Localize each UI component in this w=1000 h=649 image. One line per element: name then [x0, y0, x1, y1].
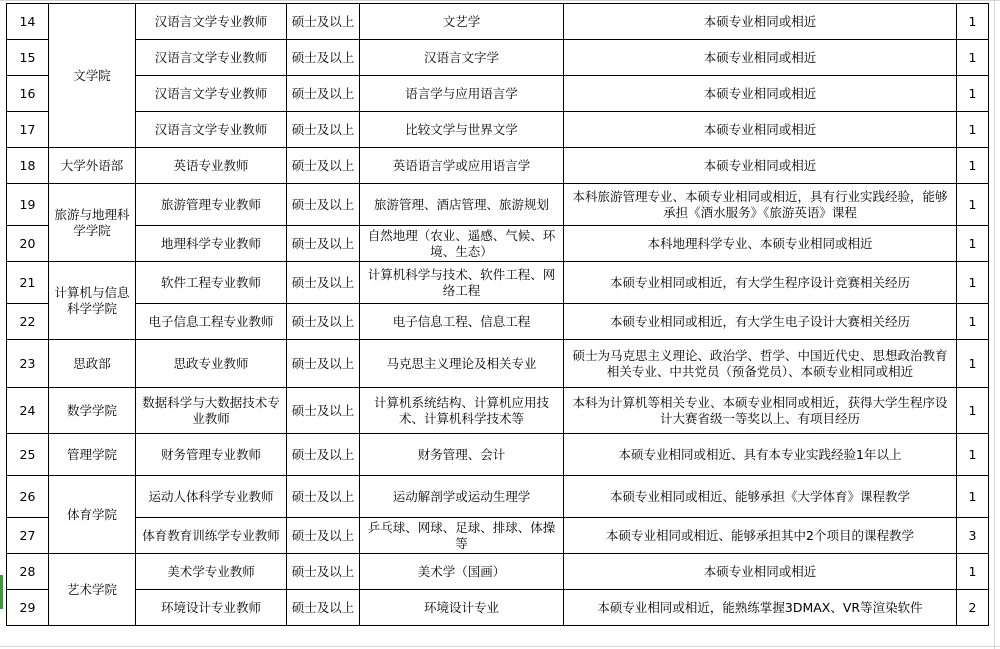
cell-major[interactable]: 美术学（国画）	[360, 554, 564, 590]
cell-position[interactable]: 汉语言文学专业教师	[136, 4, 287, 40]
cell-requirement[interactable]: 硕士为马克思主义理论、政治学、哲学、中国近代史、思想政治教育相关专业、中共党员（预备党员）、本硕专业相同或相近	[564, 340, 957, 388]
cell-college[interactable]: 管理学院	[49, 434, 136, 476]
cell-count[interactable]: 1	[957, 148, 989, 184]
cell-degree[interactable]: 硕士及以上	[287, 112, 360, 148]
cell-requirement[interactable]: 本硕专业相同或相近	[564, 148, 957, 184]
cell-major[interactable]: 旅游管理、酒店管理、旅游规划	[360, 184, 564, 226]
cell-count[interactable]: 1	[957, 184, 989, 226]
cell-degree[interactable]: 硕士及以上	[287, 518, 360, 554]
cell-row-number[interactable]: 17	[7, 112, 49, 148]
table-row	[7, 40, 989, 76]
cell-requirement[interactable]: 本科旅游管理专业、本硕专业相同或相近，具有行业实践经验，能够承担《酒水服务》《旅游英语》课程	[564, 184, 957, 226]
cell-row-number[interactable]: 21	[7, 262, 49, 304]
cell-degree[interactable]: 硕士及以上	[287, 554, 360, 590]
cell-requirement[interactable]: 本硕专业相同或相近	[564, 40, 957, 76]
cell-college[interactable]: 旅游与地理科学学院	[49, 184, 136, 262]
cell-major[interactable]: 自然地理（农业、遥感、气候、环境、生态）	[360, 226, 564, 262]
table-row	[7, 340, 989, 388]
gridline	[0, 0, 1000, 1]
cell-major[interactable]: 财务管理、会计	[360, 434, 564, 476]
cell-major[interactable]: 语言学与应用语言学	[360, 76, 564, 112]
cell-row-number[interactable]: 23	[7, 340, 49, 388]
cell-requirement[interactable]: 本硕专业相同或相近，能熟练掌握3DMAX、VR等渲染软件	[564, 590, 957, 626]
cell-row-number[interactable]: 25	[7, 434, 49, 476]
cell-degree[interactable]: 硕士及以上	[287, 184, 360, 226]
table-row	[7, 148, 989, 184]
cell-position[interactable]: 体育教育训练学专业教师	[136, 518, 287, 554]
cell-position[interactable]: 软件工程专业教师	[136, 262, 287, 304]
cell-count[interactable]: 1	[957, 4, 989, 40]
cell-major[interactable]: 电子信息工程、信息工程	[360, 304, 564, 340]
cell-count[interactable]: 2	[957, 590, 989, 626]
cell-position[interactable]: 地理科学专业教师	[136, 226, 287, 262]
cell-degree[interactable]: 硕士及以上	[287, 388, 360, 434]
cell-requirement[interactable]: 本硕专业相同或相近	[564, 554, 957, 590]
cell-position[interactable]: 环境设计专业教师	[136, 590, 287, 626]
cell-count[interactable]: 1	[957, 40, 989, 76]
cell-row-number[interactable]: 29	[7, 590, 49, 626]
cell-row-number[interactable]: 15	[7, 40, 49, 76]
table-row	[7, 184, 989, 226]
cell-major[interactable]: 比较文学与世界文学	[360, 112, 564, 148]
cell-degree[interactable]: 硕士及以上	[287, 434, 360, 476]
cell-requirement[interactable]: 本硕专业相同或相近	[564, 76, 957, 112]
cell-count[interactable]: 1	[957, 226, 989, 262]
cell-count[interactable]: 1	[957, 340, 989, 388]
cell-position[interactable]: 汉语言文学专业教师	[136, 76, 287, 112]
cell-college[interactable]: 思政部	[49, 340, 136, 388]
cell-degree[interactable]: 硕士及以上	[287, 226, 360, 262]
cell-count[interactable]: 1	[957, 262, 989, 304]
cell-requirement[interactable]: 本硕专业相同或相近	[564, 112, 957, 148]
cell-row-number[interactable]: 16	[7, 76, 49, 112]
cell-count[interactable]: 1	[957, 76, 989, 112]
cell-requirement[interactable]: 本硕专业相同或相近，有大学生程序设计竞赛相关经历	[564, 262, 957, 304]
cell-requirement[interactable]: 本科为计算机等相关专业、本硕专业相同或相近，获得大学生程序设计大赛省级一等奖以上、有项目经历	[564, 388, 957, 434]
table-row	[7, 476, 989, 518]
cell-requirement[interactable]: 本硕专业相同或相近，有大学生电子设计大赛相关经历	[564, 304, 957, 340]
cell-college[interactable]: 艺术学院	[49, 554, 136, 626]
cell-major[interactable]: 文艺学	[360, 4, 564, 40]
cell-count[interactable]: 1	[957, 388, 989, 434]
cell-count[interactable]: 1	[957, 434, 989, 476]
cell-position[interactable]: 财务管理专业教师	[136, 434, 287, 476]
cell-major[interactable]: 乒乓球、网球、足球、排球、体操等	[360, 518, 564, 554]
cell-college[interactable]: 数学学院	[49, 388, 136, 434]
cell-degree[interactable]: 硕士及以上	[287, 340, 360, 388]
cell-major[interactable]: 汉语言文字学	[360, 40, 564, 76]
cell-row-number[interactable]: 22	[7, 304, 49, 340]
table-row	[7, 304, 989, 340]
cell-row-number[interactable]: 19	[7, 184, 49, 226]
cell-requirement[interactable]: 本硕专业相同或相近、能够承担其中2个项目的课程教学	[564, 518, 957, 554]
cell-college[interactable]: 计算机与信息科学学院	[49, 262, 136, 340]
cell-count[interactable]: 1	[957, 304, 989, 340]
cell-major[interactable]: 计算机科学与技术、软件工程、网络工程	[360, 262, 564, 304]
cell-position[interactable]: 美术学专业教师	[136, 554, 287, 590]
cell-college[interactable]: 体育学院	[49, 476, 136, 554]
cell-count[interactable]: 1	[957, 112, 989, 148]
cell-position[interactable]: 英语专业教师	[136, 148, 287, 184]
table-row	[7, 226, 989, 262]
cell-position[interactable]: 电子信息工程专业教师	[136, 304, 287, 340]
cell-position[interactable]: 汉语言文学专业教师	[136, 40, 287, 76]
table-row	[7, 262, 989, 304]
table-row	[7, 4, 989, 40]
gridline	[994, 0, 995, 649]
cell-major[interactable]: 马克思主义理论及相关专业	[360, 340, 564, 388]
table-row	[7, 388, 989, 434]
selected-row-marker	[0, 575, 3, 609]
cell-college[interactable]: 大学外语部	[49, 148, 136, 184]
cell-college[interactable]: 文学院	[49, 4, 136, 148]
cell-row-number[interactable]: 14	[7, 4, 49, 40]
cell-row-number[interactable]: 26	[7, 476, 49, 518]
table-row	[7, 554, 989, 590]
cell-degree[interactable]: 硕士及以上	[287, 40, 360, 76]
recruitment-table	[6, 3, 989, 626]
cell-requirement[interactable]: 本硕专业相同或相近、具有本专业实践经验1年以上	[564, 434, 957, 476]
cell-degree[interactable]: 硕士及以上	[287, 4, 360, 40]
cell-row-number[interactable]: 20	[7, 226, 49, 262]
cell-major[interactable]: 环境设计专业	[360, 590, 564, 626]
cell-position[interactable]: 思政专业教师	[136, 340, 287, 388]
cell-position[interactable]: 汉语言文学专业教师	[136, 112, 287, 148]
cell-row-number[interactable]: 27	[7, 518, 49, 554]
cell-row-number[interactable]: 28	[7, 554, 49, 590]
cell-major[interactable]: 运动解剖学或运动生理学	[360, 476, 564, 518]
cell-position[interactable]: 运动人体科学专业教师	[136, 476, 287, 518]
cell-requirement[interactable]: 本科地理科学专业、本硕专业相同或相近	[564, 226, 957, 262]
cell-degree[interactable]: 硕士及以上	[287, 262, 360, 304]
cell-degree[interactable]: 硕士及以上	[287, 476, 360, 518]
cell-position[interactable]: 旅游管理专业教师	[136, 184, 287, 226]
cell-degree[interactable]: 硕士及以上	[287, 76, 360, 112]
cell-row-number[interactable]: 24	[7, 388, 49, 434]
table-row	[7, 76, 989, 112]
cell-requirement[interactable]: 本硕专业相同或相近	[564, 4, 957, 40]
table-row	[7, 112, 989, 148]
cell-count[interactable]: 1	[957, 554, 989, 590]
cell-major[interactable]: 英语语言学或应用语言学	[360, 148, 564, 184]
cell-row-number[interactable]: 18	[7, 148, 49, 184]
cell-count[interactable]: 3	[957, 518, 989, 554]
cell-position[interactable]: 数据科学与大数据技术专业教师	[136, 388, 287, 434]
table-row	[7, 590, 989, 626]
table-row	[7, 434, 989, 476]
cell-major[interactable]: 计算机系统结构、计算机应用技术、计算机科学技术等	[360, 388, 564, 434]
gridline	[0, 646, 1000, 647]
cell-degree[interactable]: 硕士及以上	[287, 304, 360, 340]
cell-count[interactable]: 1	[957, 476, 989, 518]
cell-degree[interactable]: 硕士及以上	[287, 148, 360, 184]
table-body	[7, 4, 989, 626]
cell-degree[interactable]: 硕士及以上	[287, 590, 360, 626]
cell-requirement[interactable]: 本硕专业相同或相近、能够承担《大学体育》课程教学	[564, 476, 957, 518]
table-row	[7, 518, 989, 554]
